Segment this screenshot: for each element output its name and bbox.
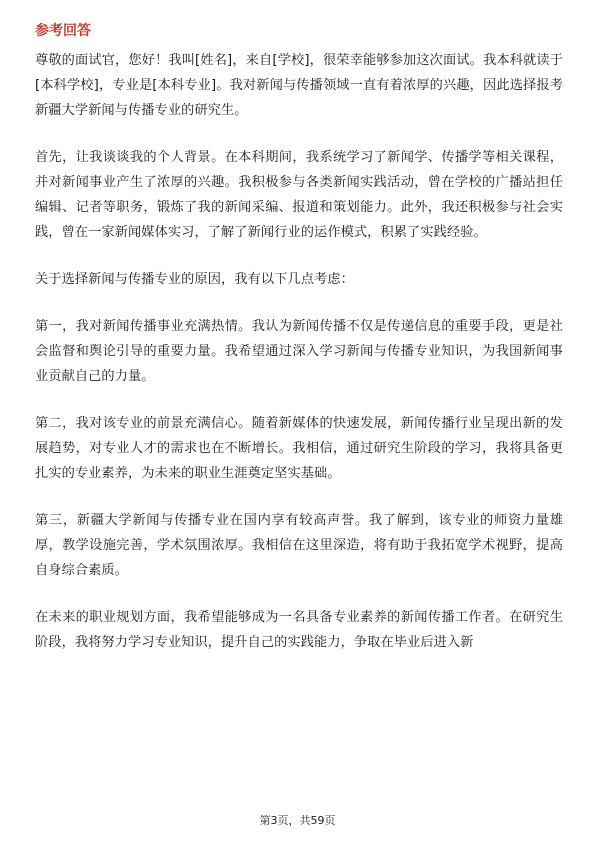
paragraph-reasons-intro: 关于选择新闻与传播专业的原因，我有以下几点考虑： [35, 272, 354, 287]
paragraph-reason-1: 第一，我对新闻传播事业充满热情。我认为新闻传播不仅是传递信息的重要手段，更是社会监督和舆论引导的重要力量。我希望通过深入学习新闻与传播专业知识，为我国新闻事业贡献自己的力量。 [35, 319, 563, 384]
paragraph-reason-3: 第三，新疆大学新闻与传播专业在国内享有较高声誉。我了解到，该专业的师资力量雄厚，教学设施完善，学术氛围浓厚。我相信在这里深造，将有助于我拓宽学术视野，提高自身综合素质。 [35, 513, 563, 578]
paragraph-background: 首先，让我谈谈我的个人背景。在本科期间，我系统学习了新闻学、传播学等相关课程，并对新闻事业产生了浓厚的兴趣。我积极参与各类新闻实践活动，曾在学校的广播站担任编辑、记者等职务，锻炼了我的新闻采编、报道和策划能力。此外，我还积极参与社会实践，曾在一家新闻媒体实习，了解了新闻行业的运作模式，积累了实践经验。 [35, 150, 563, 240]
page-number: 第3页，共59页 [259, 814, 336, 827]
section-heading: 参考回答 [35, 23, 91, 39]
paragraph-reason-2: 第二，我对该专业的前景充满信心。随着新媒体的快速发展，新闻传播行业呈现出新的发展趋势，对专业人才的需求也在不断增长。我相信，通过研究生阶段的学习，我将具备更扎实的专业素养，为未来的职业生涯奠定坚实基础。 [35, 416, 563, 481]
paragraph-intro: 尊敬的面试官，您好！我叫[姓名]，来自[学校]，很荣幸能够参加这次面试。我本科就读于[本科学校]，专业是[本科专业]。我对新闻与传播领域一直有着浓厚的兴趣，因此选择报考新疆大学新闻与传播专业的研究生。 [35, 53, 563, 118]
paragraph-career-plan: 在未来的职业规划方面，我希望能够成为一名具备专业素养的新闻传播工作者。在研究生阶段，我将努力学习专业知识，提升自己的实践能力，争取在毕业后进入新 [35, 610, 563, 650]
answer-body [35, 48, 563, 677]
